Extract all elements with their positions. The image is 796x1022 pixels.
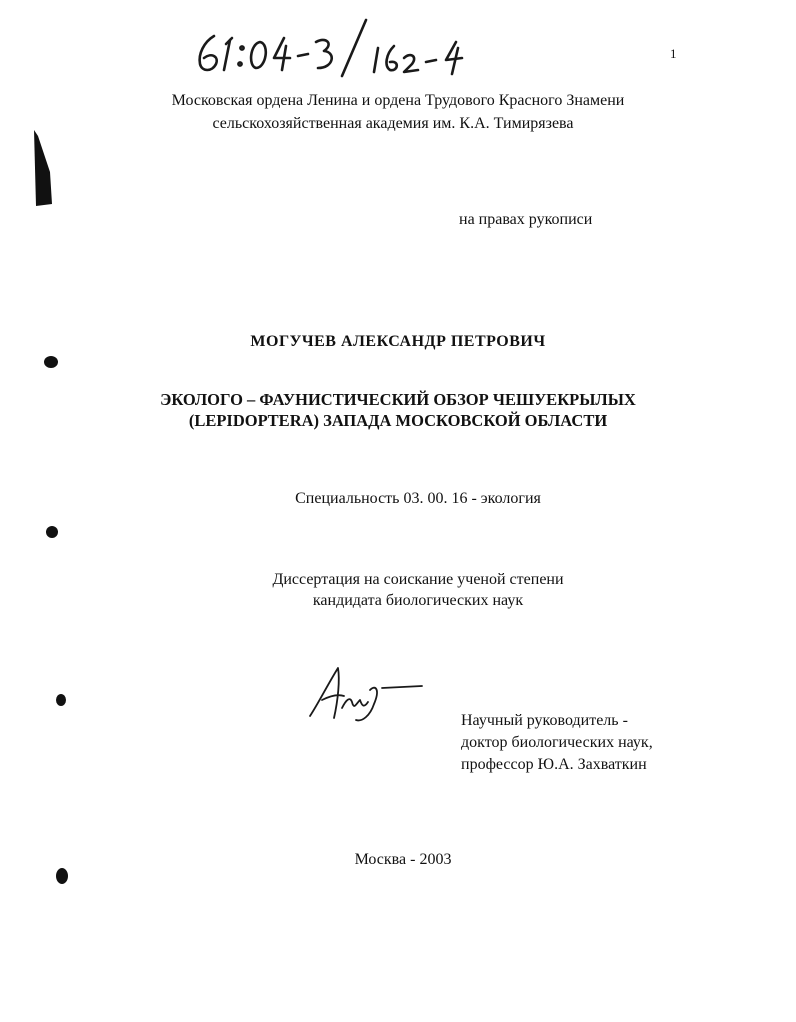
supervisor-block bbox=[461, 710, 653, 776]
scan-edge-mark bbox=[32, 128, 54, 208]
institution-name-line-1: Московская ордена Ленина и ордена Трудового Красного Знамени bbox=[171, 92, 625, 109]
manuscript-rights-note: на правах рукописи bbox=[459, 211, 593, 228]
dissertation-title-line-1: ЭКОЛОГО – ФАУНИСТИЧЕСКИЙ ОБЗОР ЧЕШУЕКРЫЛЫХ bbox=[160, 390, 636, 409]
supervisor-name: профессор Ю.А. Захваткин bbox=[461, 756, 647, 773]
author-name: МОГУЧЕВ АЛЕКСАНДР ПЕТРОВИЧ bbox=[250, 333, 546, 350]
specialty-line: Специальность 03. 00. 16 - экология bbox=[295, 490, 541, 507]
punch-hole-mark bbox=[52, 692, 70, 708]
signature bbox=[304, 660, 434, 730]
institution-name-line-2: сельскохозяйственная академия им. К.А. Тимирязева bbox=[212, 115, 574, 132]
punch-hole-mark bbox=[52, 866, 72, 886]
punch-hole-mark bbox=[42, 524, 62, 540]
degree-statement-line-1: Диссертация на соискание ученой степени bbox=[272, 571, 564, 588]
supervisor-degree: доктор биологических наук, bbox=[461, 734, 653, 751]
degree-statement-line-2: кандидата биологических наук bbox=[312, 592, 524, 609]
page-number: 1 bbox=[670, 46, 677, 61]
dissertation-title-line-2: (LEPIDOPTERA) ЗАПАДА МОСКОВСКОЙ ОБЛАСТИ bbox=[188, 411, 608, 430]
handwritten-archive-code bbox=[190, 18, 480, 78]
punch-hole-mark bbox=[40, 354, 60, 370]
supervisor-role: Научный руководитель - bbox=[461, 712, 628, 729]
city-and-year: Москва - 2003 bbox=[354, 851, 452, 868]
